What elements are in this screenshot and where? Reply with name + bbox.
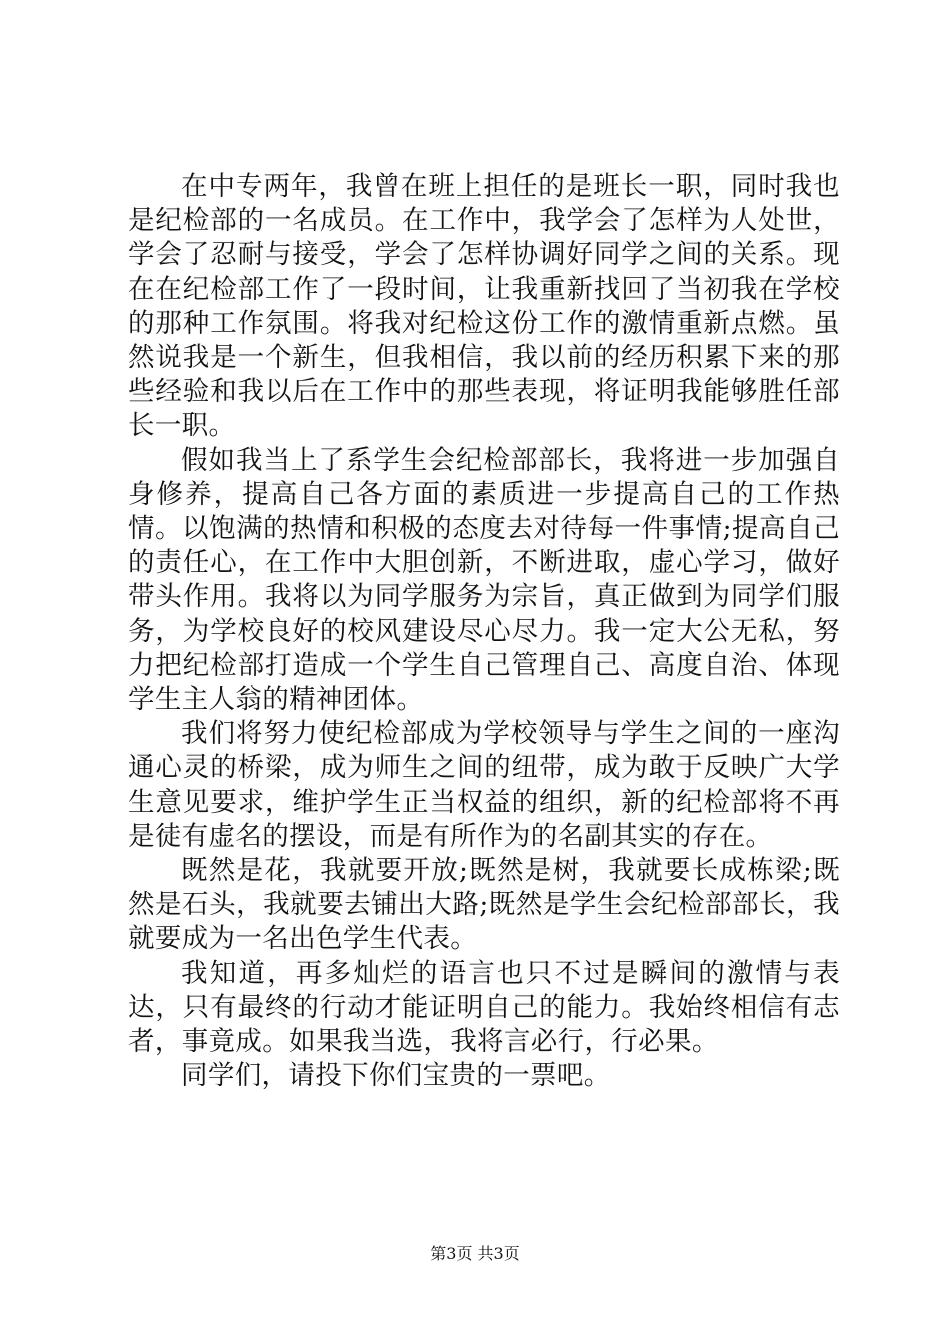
paragraph-1: 在中专两年，我曾在班上担任的是班长一职，同时我也是纪检部的一名成员。在工作中，我学会了怎样为人处世，学会了忍耐与接受，学会了怎样协调好同学之间的关系。现在在纪检部工作了一段时间，让我重新找回了当初我在学校的那种工作氛围。将我对纪检这份工作的激情重新点燃。虽然说我是一个新生，但我相信，我以前的经历积累下来的那些经验和我以后在工作中的那些表现，将证明我能够胜任部长一职。 — [128, 171, 840, 442]
paragraph-3: 我们将努力使纪检部成为学校领导与学生之间的一座沟通心灵的桥梁，成为师生之间的纽带，成为敢于反映广大学生意见要求，维护学生正当权益的组织，新的纪检部将不再是徒有虚名的摆设，而是有所作为的名副其实的存在。 — [128, 718, 840, 852]
paragraph-5: 我知道，再多灿烂的语言也只不过是瞬间的激情与表达，只有最终的行动才能证明自己的能力。我始终相信有志者，事竟成。如果我当选，我将言必行，行必果。 — [128, 957, 840, 1058]
paragraph-2: 假如我当上了系学生会纪检部部长，我将进一步加强自身修养，提高自己各方面的素质进一步提高自己的工作热情。以饱满的热情和积极的态度去对待每一件事情;提高自己的责任心，在工作中大胆创新，不断进取，虚心学习，做好带头作用。我将以为同学服务为宗旨，真正做到为同学们服务，为学校良好的校风建设尽心尽力。我一定大公无私，努力把纪检部打造成一个学生自己管理自己、高度自治、体现学生主人翁的精神团体。 — [128, 444, 840, 716]
paragraph-4: 既然是花，我就要开放;既然是树，我就要长成栋梁;既然是石头，我就要去铺出大路;既然是学生会纪检部部长，我就要成为一名出色学生代表。 — [128, 855, 840, 955]
page-number-label: 第3页 共3页 — [430, 1244, 520, 1263]
page-footer — [0, 1244, 950, 1264]
paragraph-6: 同学们，请投下你们宝贵的一票吧。 — [181, 1060, 611, 1092]
document-body — [128, 170, 840, 1093]
